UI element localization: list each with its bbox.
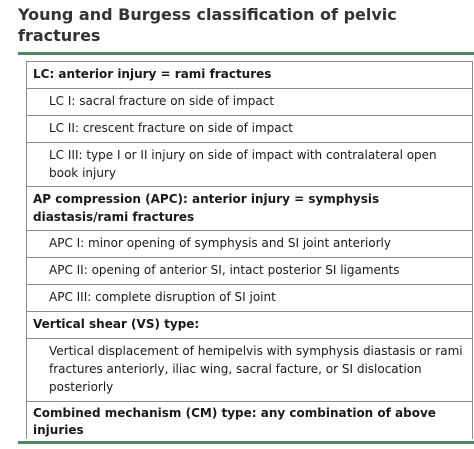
apc-1-row: APC I: minor opening of symphysis and SI joint anteriorly: [27, 231, 472, 258]
lc-3-row: LC III: type I or II injury on side of impact with contralateral open book injury: [27, 143, 472, 187]
apc-header-row: AP compression (APC): anterior injury = symphysis diastasis/rami fractures: [27, 187, 472, 231]
lc-1-row: LC I: sacral fracture on side of impact: [27, 89, 472, 116]
top-rule: [18, 52, 474, 55]
document-title: Young and Burgess classification of pelvic fractures: [18, 5, 397, 45]
vs-header-row: Vertical shear (VS) type:: [27, 312, 472, 339]
lc-header-row: LC: anterior injury = rami fractures: [27, 62, 472, 89]
cm-header-row: Combined mechanism (CM) type: any combination of above injuries: [33, 406, 436, 437]
apc-3-row: APC III: complete disruption of SI joint: [27, 285, 472, 312]
lc-2-row: LC II: crescent fracture on side of impact: [27, 116, 472, 143]
vs-description-row: Vertical displacement of hemipelvis with symphysis diastasis or rami fractures anteriorly, iliac wing, sacral facture, or SI dislocation posteriorly: [27, 339, 472, 402]
classification-table: [26, 61, 473, 439]
bottom-rule: [18, 441, 474, 444]
apc-2-row: APC II: opening of anterior SI, intact posterior SI ligaments: [27, 258, 472, 285]
